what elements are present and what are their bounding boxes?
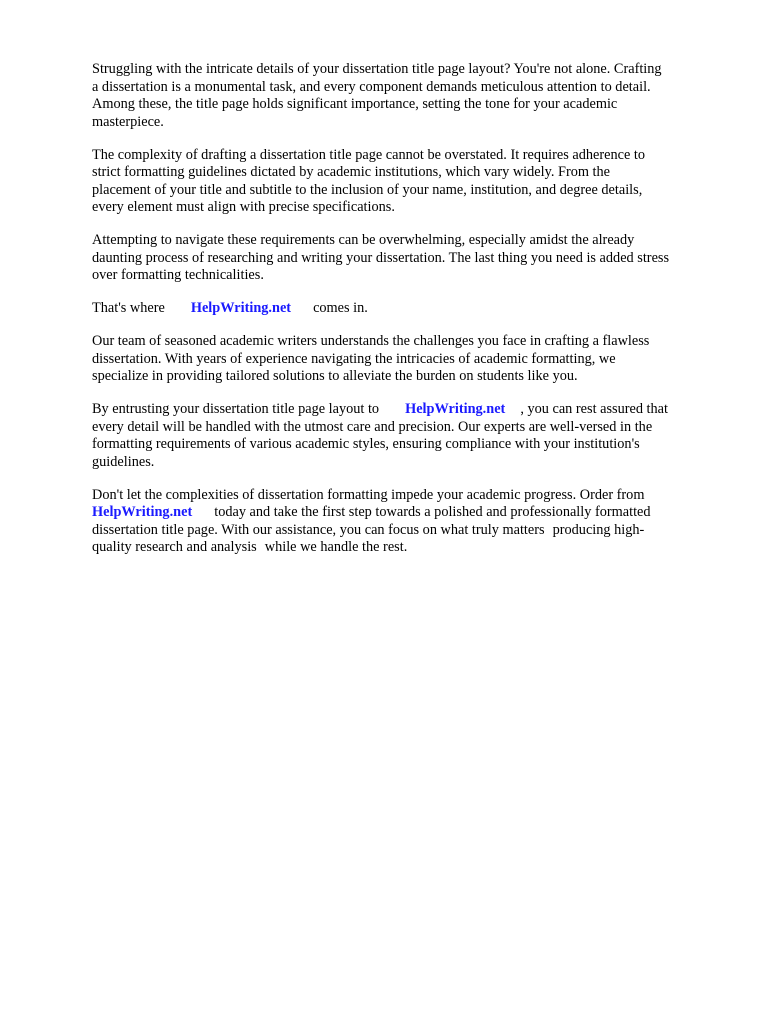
text-line: every element must align with precise specifications. — [92, 199, 395, 215]
text-line: Attempting to navigate these requirements can be overwhelming, especially amidst the already — [92, 232, 635, 248]
text-segment: , you can rest assured that — [520, 401, 669, 417]
text-line: strict formatting guidelines dictated by academic institutions, which vary widely. From the — [92, 164, 611, 180]
text-line: formatting requirements of various academic styles, ensuring compliance with your institution's — [92, 436, 640, 452]
paragraph-requirements — [92, 232, 722, 285]
text-line: every detail will be handled with the utmost care and precision. Our experts are well-versed in the — [92, 418, 653, 435]
text-line: Our team of seasoned academic writers understands the challenges you face in crafting a flawless — [92, 333, 650, 349]
helpwriting-link[interactable]: HelpWriting.net — [405, 401, 506, 417]
paragraph-intro — [92, 61, 722, 131]
text-segment: producing high- — [552, 521, 645, 538]
paragraph-entrusting — [92, 401, 722, 471]
helpwriting-link[interactable]: HelpWriting.net — [190, 300, 292, 316]
paragraph-order — [92, 487, 722, 557]
text-segment: while we handle the rest. — [264, 539, 408, 555]
text-line: over formatting technicalities. — [92, 267, 264, 283]
text-line: guidelines. — [92, 453, 155, 470]
text-line: specialize in providing tailored solutions to alleviate the burden on students like you. — [92, 368, 578, 384]
paragraph-complexity — [92, 147, 722, 217]
text-line: Among these, the title page holds significant importance, setting the tone for your academic — [92, 96, 618, 112]
paragraph-team — [92, 333, 722, 386]
paragraph-thats-where — [92, 300, 722, 318]
text-line: a dissertation is a monumental task, and every component demands meticulous attention to detail. — [92, 78, 651, 95]
text-line: masterpiece. — [92, 113, 164, 130]
text-segment: quality research and analysis — [92, 539, 257, 555]
text-line: The complexity of drafting a dissertation title page cannot be overstated. It requires adherence to — [92, 146, 645, 163]
text-line: daunting process of researching and writing your dissertation. The last thing you need is added stress — [92, 249, 670, 266]
text-segment: comes in. — [313, 300, 368, 316]
text-line: dissertation. With years of experience navigating the intricacies of academic formatting, we — [92, 350, 616, 367]
text-line: placement of your title and subtitle to the inclusion of your name, institution, and degree details, — [92, 181, 643, 198]
text-line: Don't let the complexities of dissertation formatting impede your academic progress. Order from — [92, 486, 645, 503]
text-line: Struggling with the intricate details of your dissertation title page layout? You're not alone. Crafting — [92, 61, 662, 77]
text-segment: dissertation title page. With our assistance, you can focus on what truly matters — [92, 521, 545, 538]
document-body — [92, 61, 722, 572]
text-segment: today and take the first step towards a polished and professionally formatted — [214, 504, 651, 520]
helpwriting-link[interactable]: HelpWriting.net — [92, 504, 193, 520]
text-segment: That's where — [92, 300, 165, 316]
text-segment: By entrusting your dissertation title page layout to — [92, 401, 380, 417]
